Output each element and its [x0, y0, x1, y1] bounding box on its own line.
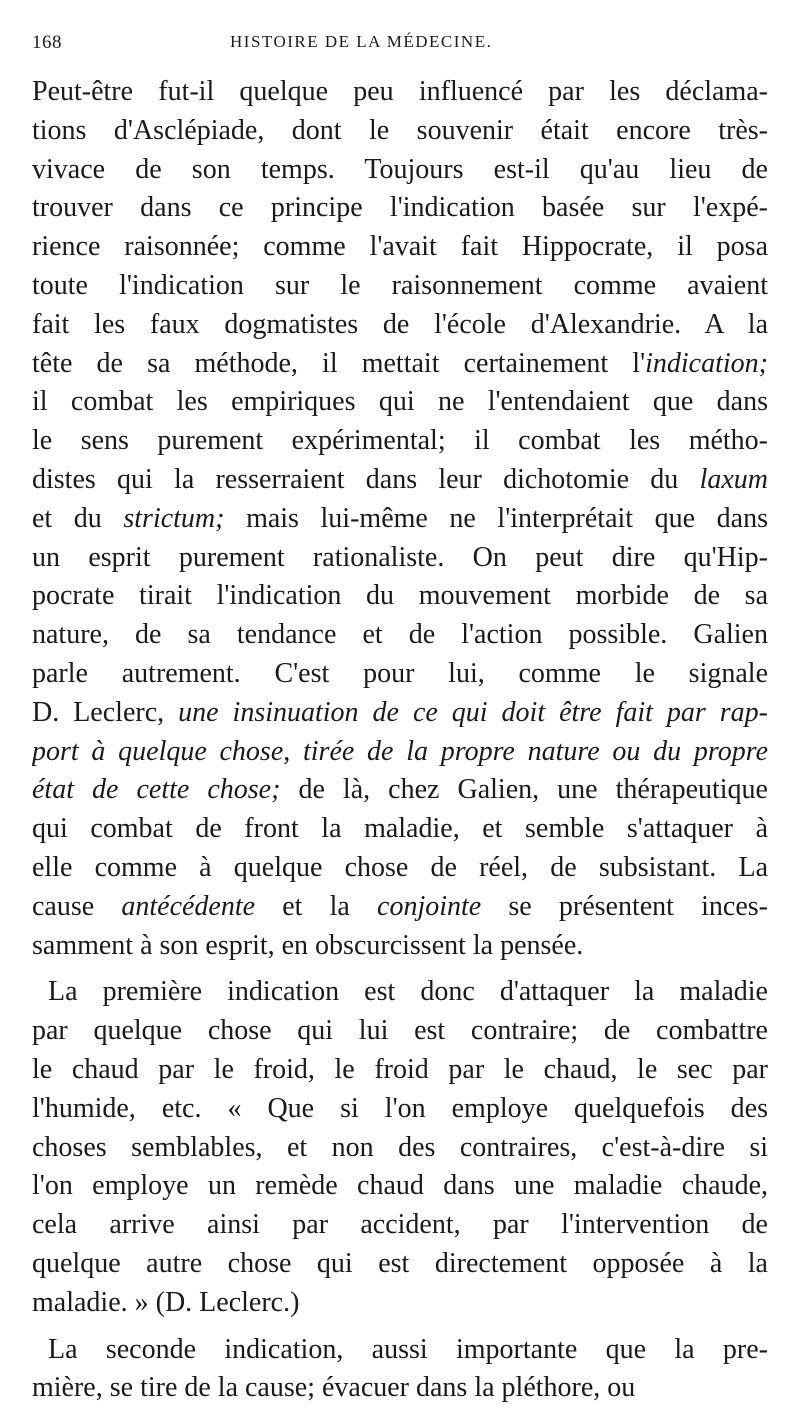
- text-run: tête de sa méthode, il mettait certainement l': [32, 347, 646, 379]
- text-run: tions d'Asclépiade, dont le souvenir était encore très-: [32, 114, 768, 146]
- text-run: distes qui la resserraient dans leur dichotomie du: [32, 463, 700, 495]
- italic-text: indication;: [645, 347, 768, 379]
- text-run: pocrate tirait l'indication du mouvement morbide de sa: [32, 580, 768, 612]
- text-run: l'on employe un remède chaud dans une maladie chaude,: [32, 1170, 768, 1202]
- text-line: [32, 1167, 768, 1206]
- text-run: mais lui-même ne l'interprétait que dans: [224, 502, 768, 534]
- text-line: [32, 151, 768, 190]
- text-run: rience raisonnée; comme l'avait fait Hippocrate, il posa: [32, 231, 768, 263]
- running-title: HISTOIRE DE LA MÉDECINE.: [230, 32, 493, 51]
- text-line: [32, 1129, 768, 1168]
- text-line: [32, 345, 768, 384]
- paragraph: [32, 73, 768, 965]
- text-line: [32, 973, 768, 1012]
- text-run: samment à son esprit, en obscurcissent la pensée.: [32, 929, 584, 961]
- text-line: [32, 267, 768, 306]
- paragraph: [32, 973, 768, 1322]
- text-line: [32, 810, 768, 849]
- italic-text: laxum: [699, 463, 768, 495]
- text-line: [32, 422, 768, 461]
- text-line: [32, 655, 768, 694]
- text-line: [32, 73, 768, 112]
- text-run: l'humide, etc. « Que si l'on employe quelquefois des: [32, 1092, 768, 1124]
- text-run: vivace de son temps. Toujours est-il qu'au lieu de: [32, 153, 768, 185]
- text-run: toute l'indication sur le raisonnement comme avaient: [32, 269, 768, 301]
- text-line: [32, 1090, 768, 1129]
- text-line: [32, 189, 768, 228]
- text-line: [32, 1051, 768, 1090]
- text-run: cela arrive ainsi par accident, par l'intervention de: [32, 1209, 768, 1241]
- text-run: nature, de sa tendance et de l'action possible. Galien: [32, 619, 768, 651]
- text-line: [32, 1331, 768, 1370]
- text-run: elle comme à quelque chose de réel, de subsistant. La: [32, 851, 768, 883]
- text-line: [32, 1369, 768, 1408]
- page-number: 168: [32, 32, 62, 53]
- paragraph-gap: [32, 965, 768, 973]
- text-run: et la: [255, 890, 378, 922]
- text-run: mière, se tire de la cause; évacuer dans la pléthore, ou: [32, 1372, 636, 1404]
- text-run: le chaud par le froid, le froid par le chaud, le sec par: [32, 1053, 768, 1085]
- italic-text: antécédente: [121, 890, 256, 922]
- text-line: [32, 112, 768, 151]
- text-line: [32, 616, 768, 655]
- paragraph: [32, 1331, 768, 1409]
- text-run: choses semblables, et non des contraires, c'est-à-dire si: [32, 1131, 768, 1163]
- running-head: [32, 30, 772, 60]
- paragraph-gap: [32, 1323, 768, 1331]
- text-run: trouver dans ce principe l'indication basée sur l'expé-: [32, 192, 768, 224]
- text-run: maladie. » (D. Leclerc.): [32, 1286, 300, 1318]
- text-line: [32, 849, 768, 888]
- text-line: [32, 1245, 768, 1284]
- text-line: [32, 306, 768, 345]
- text-run: La seconde indication, aussi importante que la pre-: [48, 1333, 768, 1365]
- text-run: Peut-être fut-il quelque peu influencé par les déclama-: [32, 76, 768, 107]
- body-text: [32, 73, 768, 1408]
- text-run: le sens purement expérimental; il combat les métho-: [32, 425, 768, 457]
- text-run: fait les faux dogmatistes de l'école d'Alexandrie. A la: [32, 308, 768, 340]
- text-line: [32, 539, 768, 578]
- text-line: [32, 1206, 768, 1245]
- text-run: il combat les empiriques qui ne l'entendaient que dans: [32, 386, 768, 418]
- text-run: qui combat de front la maladie, et semble s'attaquer à: [32, 813, 768, 845]
- text-run: D. Leclerc,: [32, 696, 179, 728]
- italic-text: état de cette chose;: [32, 774, 281, 806]
- text-line: [32, 694, 768, 733]
- text-line: [32, 577, 768, 616]
- text-line: [32, 228, 768, 267]
- text-line: [32, 461, 768, 500]
- text-run: et du: [32, 502, 124, 534]
- text-run: cause: [32, 890, 122, 922]
- text-run: quelque autre chose qui est directement opposée à la: [32, 1247, 768, 1279]
- text-line: [32, 383, 768, 422]
- italic-text: une insinuation de ce qui doit être fait par rap-: [178, 696, 768, 728]
- text-line: [32, 1284, 768, 1323]
- text-run: un esprit purement rationaliste. On peut dire qu'Hip-: [32, 541, 768, 573]
- text-line: [32, 1012, 768, 1051]
- text-line: [32, 927, 768, 966]
- text-line: [32, 888, 768, 927]
- italic-text: port à quelque chose, tirée de la propre nature ou du propre: [32, 735, 768, 767]
- text-line: [32, 733, 768, 772]
- text-run: parle autrement. C'est pour lui, comme le signale: [32, 657, 768, 689]
- text-line: [32, 771, 768, 810]
- italic-text: conjointe: [377, 890, 482, 922]
- text-run: se présentent inces-: [481, 890, 768, 922]
- text-run: La première indication est donc d'attaquer la maladie: [48, 976, 768, 1008]
- text-run: de là, chez Galien, une thérapeutique: [280, 774, 768, 806]
- text-run: par quelque chose qui lui est contraire; de combattre: [32, 1015, 768, 1047]
- text-line: [32, 500, 768, 539]
- italic-text: strictum;: [123, 502, 225, 534]
